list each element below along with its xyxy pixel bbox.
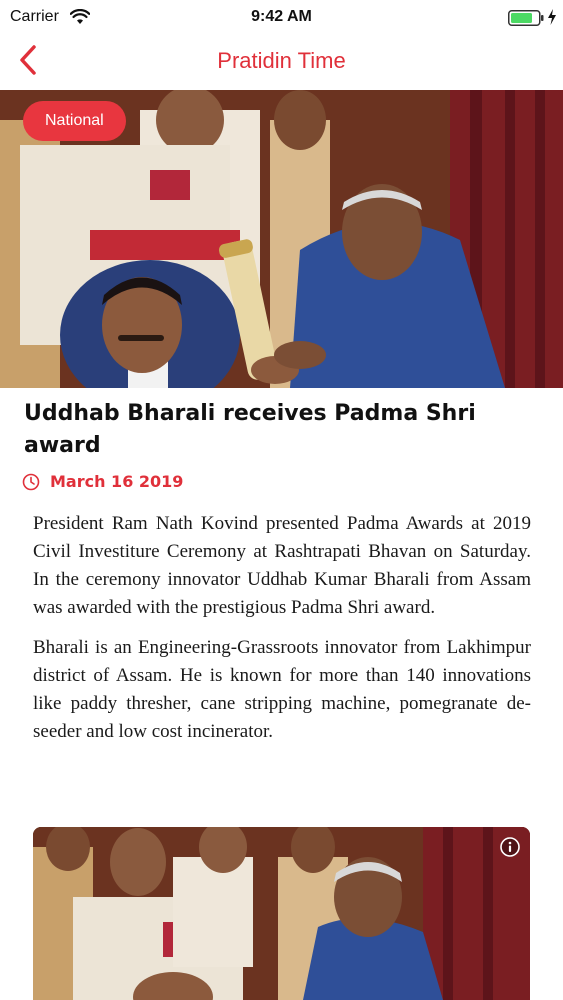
article-inline-image[interactable] bbox=[33, 827, 530, 1000]
category-badge[interactable]: National bbox=[23, 101, 126, 141]
article-paragraph: President Ram Nath Kovind presented Padma Awards at 2019 Civil Investiture Ceremony at Rashtrapati Bhavan on Saturday. In the ceremony innovator Uddhab Kumar Bharali from Assam was awarded with the prestigious Padma Shri award. bbox=[33, 513, 531, 618]
clock-icon bbox=[22, 473, 40, 491]
carrier-label: Carrier bbox=[10, 8, 59, 25]
status-time: 9:42 AM bbox=[251, 8, 312, 25]
article-paragraph: Bharali is an Engineering-Grassroots innovator from Lakhimpur district of Assam. He is known for more than 140 innovations like paddy thresher, cane stripping machine, pomegranate de-seeder and low cost incinerator. bbox=[33, 637, 531, 742]
article-date-row bbox=[22, 472, 183, 491]
nav-title: Pratidin Time bbox=[217, 48, 346, 73]
battery-icon bbox=[508, 10, 544, 26]
article-title: Uddhab Bharali receives Padma Shri award bbox=[24, 401, 476, 458]
status-bar bbox=[0, 0, 563, 34]
article-body bbox=[33, 510, 531, 746]
charging-bolt-icon bbox=[547, 9, 557, 25]
info-icon[interactable] bbox=[500, 837, 520, 857]
nav-bar bbox=[0, 34, 563, 88]
award-ceremony-photo bbox=[33, 827, 530, 1000]
article-date: March 16 2019 bbox=[50, 472, 184, 491]
